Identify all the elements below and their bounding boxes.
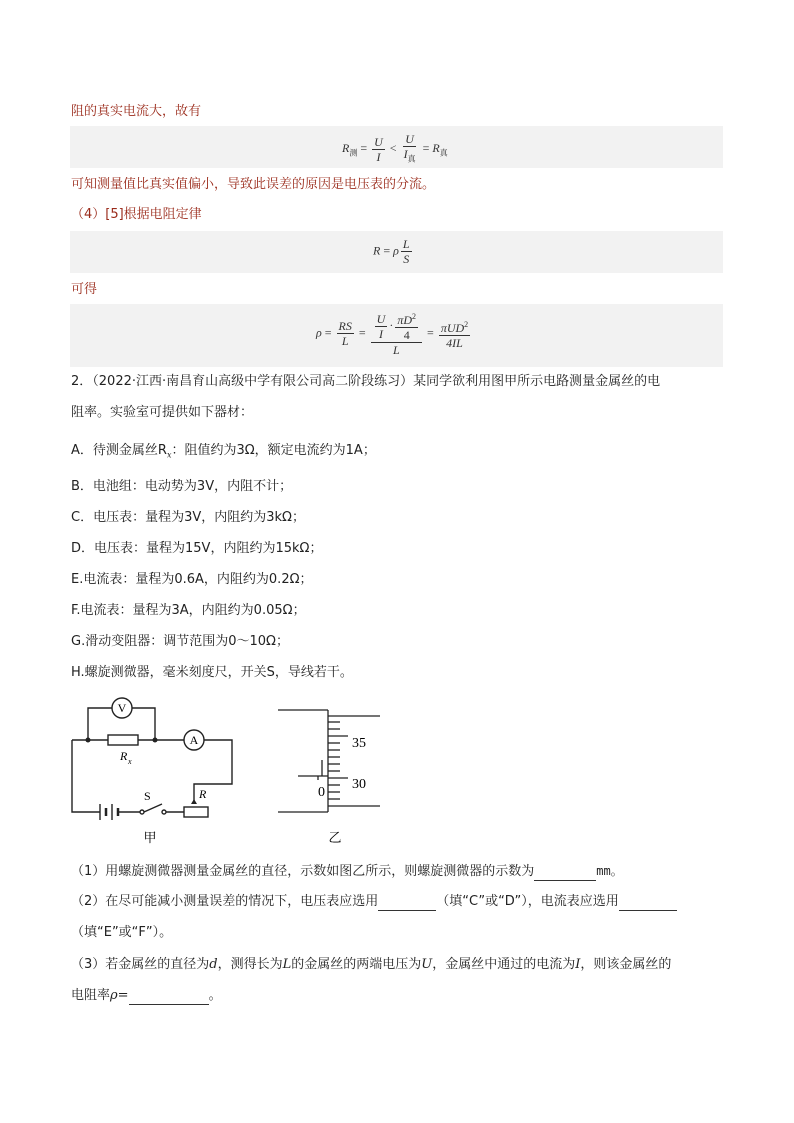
sub-question-3-cont: 电阻率ρ= 。 <box>71 988 222 1003</box>
answer-blank-4[interactable] <box>129 990 209 1005</box>
equation-box-1 <box>70 126 723 168</box>
micrometer-thimble-ticks <box>328 722 348 799</box>
equation-3: ρ = $\frac{RS}{L}$ = $\frac{U}{I}$ · $\frac{\pi D^2}{4}$ L = $\frac{\pi UD^2}{4IL}$ <box>316 311 469 357</box>
scale-0: 0 <box>318 785 325 800</box>
resistor-subscript: x <box>128 757 132 766</box>
question-stem-line-2: 阻率。实验室可提供如下器材： <box>71 405 254 420</box>
option-c: C．电压表：量程为3V，内阻约为3kΩ； <box>71 510 305 525</box>
option-f: F.电流表：量程为3A，内阻约为0.05Ω； <box>71 603 306 618</box>
solution-line-4: 可得 <box>71 282 98 297</box>
option-a: A．待测金属丝$R_x$：阻值约为3Ω，额定电流约为1A； <box>71 443 376 460</box>
sub-question-3: （3）若金属丝的直径为d，测得长为L的金属丝的两端电压为U，金属丝中通过的电流为I，则该金属丝的 <box>71 957 672 972</box>
micrometer-diagram <box>278 710 380 812</box>
voltmeter-label: V <box>117 701 127 715</box>
sub-question-2-cont: （填“E”或“F”）。 <box>71 925 173 940</box>
equation-2: R = ρ $\frac{L}{S}$ <box>373 237 410 266</box>
sub-question-1: （1）用螺旋测微器测量金属丝的直径，示数如图乙所示，则螺旋测微器的示数为 mm。 <box>71 864 623 879</box>
sub-question-2: （2）在尽可能减小测量误差的情况下，电压表应选用 （填“C”或“D”），电流表应选用 <box>71 893 677 911</box>
rheostat-label: R <box>199 787 207 801</box>
option-h: H.螺旋测微器，毫米刻度尺，开关S，导线若干。 <box>71 665 353 680</box>
solution-line-2: 可知测量值比真实值偏小，导致此误差的原因是电压表的分流。 <box>71 177 436 192</box>
equation-box-3 <box>70 304 723 367</box>
question-stem-line-1: 2．（2022·江西·南昌育山高级中学有限公司高二阶段练习）某同学欲利用图甲所示电路测量金属丝的电 <box>71 374 661 389</box>
figure-circuit-and-micrometer <box>60 692 400 852</box>
circuit-diagram <box>72 698 232 820</box>
equation-1: $R_测$ = $\frac{U}{I}$ < $\frac{U}{I_真}$ = $R_真$ <box>342 132 448 164</box>
micrometer-caption: 乙 <box>328 831 342 846</box>
equation-box-2 <box>70 231 723 273</box>
option-g: G.滑动变阻器：调节范围为0～10Ω； <box>71 634 289 649</box>
option-e: E.电流表：量程为0.6A，内阻约为0.2Ω； <box>71 572 313 587</box>
resistor-rx-icon <box>108 735 138 745</box>
option-b: B．电池组：电动势为3V，内阻不计； <box>71 479 293 494</box>
scale-35: 35 <box>352 736 366 751</box>
option-d: D．电压表：量程为15V，内阻约为15kΩ； <box>71 541 323 556</box>
solution-line-1: 阻的真实电流大，故有 <box>71 104 202 119</box>
resistor-label: R <box>120 749 128 763</box>
solution-line-3: （4）[5]根据电阻定律 <box>71 207 202 222</box>
switch-label: S <box>144 789 151 803</box>
answer-blank-1[interactable] <box>534 866 596 881</box>
ammeter-label: A <box>189 733 199 747</box>
rheostat-icon <box>184 807 208 817</box>
answer-blank-3[interactable] <box>619 896 677 911</box>
circuit-caption: 甲 <box>143 831 157 846</box>
answer-blank-2[interactable] <box>378 896 436 911</box>
scale-30: 30 <box>352 777 366 792</box>
